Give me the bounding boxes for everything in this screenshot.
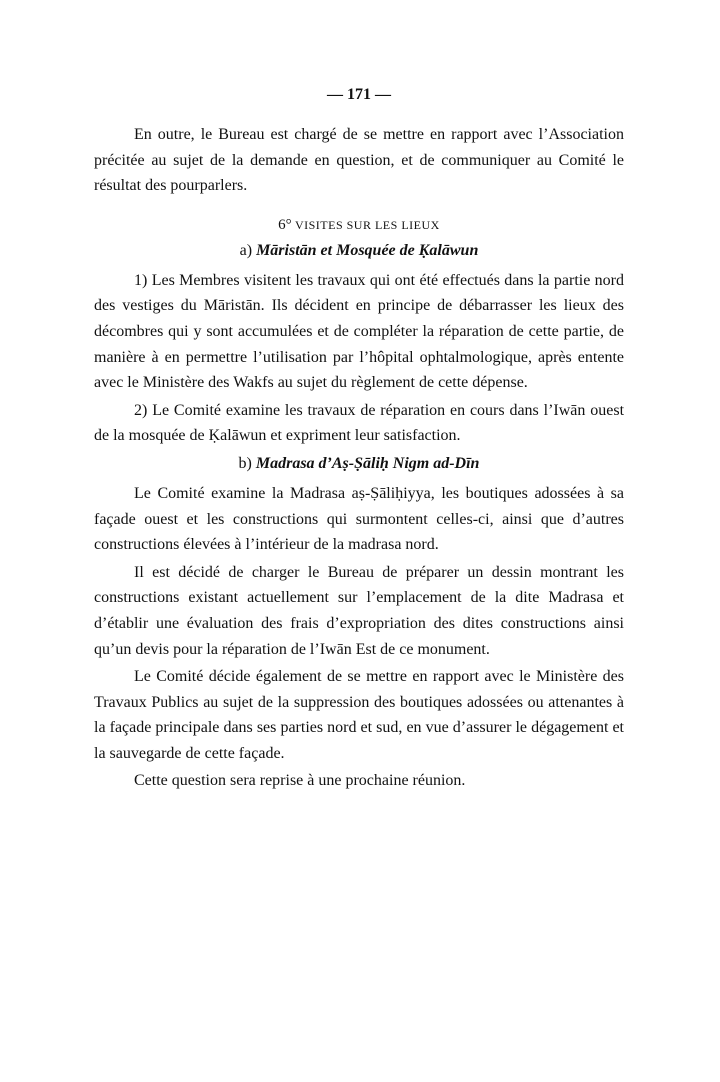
section-number: 6° bbox=[278, 216, 292, 233]
section-heading bbox=[94, 217, 624, 234]
document-page bbox=[94, 86, 624, 794]
subheading-a-label: a) bbox=[239, 241, 253, 259]
paragraph-b2: Il est décidé de charger le Bureau de préparer un dessin montrant les constructions existant actuellement sur l’emplacement de la dite Madrasa et d’établir une évaluation des frais d’expropriation des dites constructions ainsi qu’un devis pour la réparation de l’Iwān Est de ce monument. bbox=[94, 563, 624, 658]
page-number: — 171 — bbox=[327, 86, 391, 103]
subheading-b-title: Madrasa d’Aṣ-Ṣāliḥ Nigm ad-Dīn bbox=[255, 454, 480, 472]
item-1 bbox=[94, 268, 624, 396]
item-1-text: Les Membres visitent les travaux qui ont été effectués dans la partie nord des vestiges du Māristān. Ils décident en principe de débarrasser les lieux des décombres qui y sont accumulées et de compléter la réparation de cette partie, de manière à en permettre l’utilisation par l’hôpital ophtalmologique, après entente avec le Ministère des Wakfs au sujet du règlement de cette dépense. bbox=[94, 271, 624, 392]
section-title: VISITES SUR LES LIEUX bbox=[294, 217, 440, 232]
subheading-a bbox=[94, 238, 624, 264]
item-1-number: 1) bbox=[134, 271, 148, 289]
subheading-b bbox=[94, 451, 624, 477]
paragraph-b1: Le Comité examine la Madrasa aṣ-Ṣāliḥiyya, les boutiques adossées à sa façade ouest et les constructions qui surmontent celles-ci, ainsi que d’autres constructions élevées à l’intérieur de la madrasa nord. bbox=[94, 484, 624, 554]
intro-paragraph: En outre, le Bureau est chargé de se mettre en rapport avec l’Association précitée au sujet de la demande en question, et de communiquer au Comité le résultat des pourparlers. bbox=[94, 126, 624, 195]
item-2-text: Le Comité examine les travaux de réparation en cours dans l’Iwān ouest de la mosquée de Ḳalāwun et expriment leur satisfaction. bbox=[94, 401, 625, 445]
item-2-number: 2) bbox=[134, 401, 148, 419]
paragraph-b3: Le Comité décide également de se mettre en rapport avec le Ministère des Travaux Publics au sujet de la suppression des boutiques adossées ou attenantes à la façade principale dans ses parties nord et sud, en vue d’assurer le dégagement et la sauvegarde de cette façade. bbox=[94, 668, 624, 762]
item-2 bbox=[94, 398, 624, 449]
subheading-b-label: b) bbox=[238, 454, 252, 472]
paragraph-b4: Cette question sera reprise à une prochaine réunion. bbox=[134, 772, 466, 790]
subheading-a-title: Māristān et Mosquée de Ḳalāwun bbox=[256, 241, 479, 259]
